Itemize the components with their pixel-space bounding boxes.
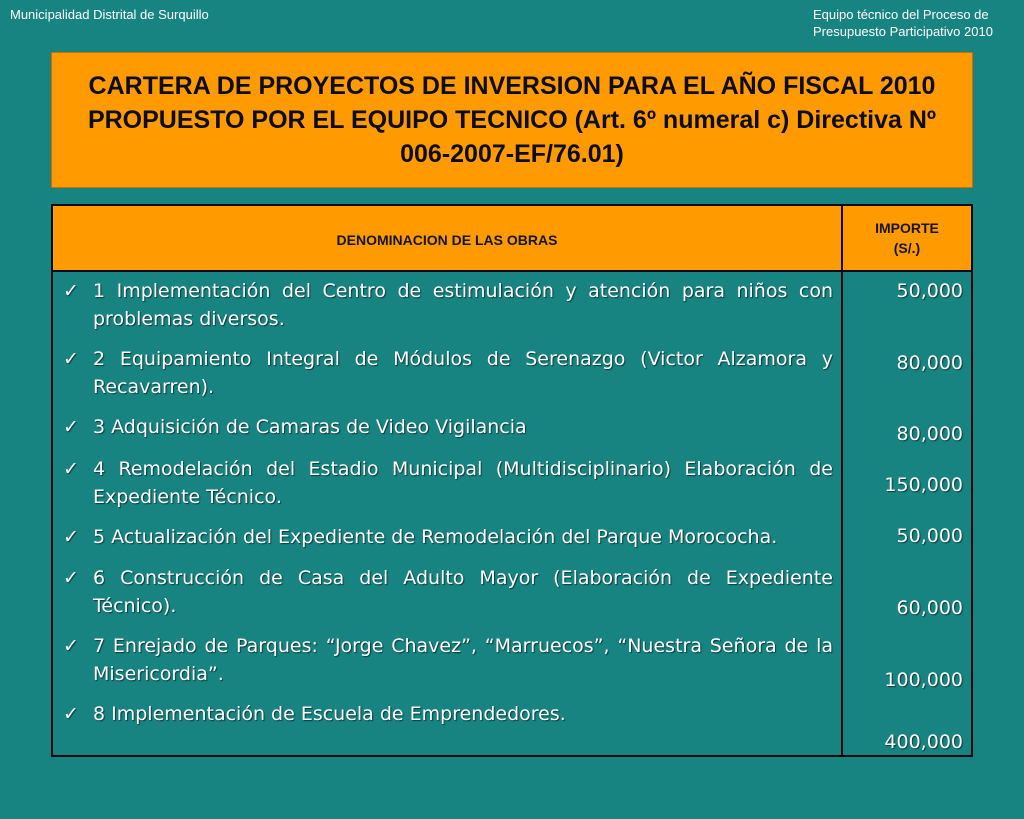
list-item [63,564,833,620]
header-right-text: Equipo técnico del Proceso de Presupuesto Participativo 2010 [813,7,993,39]
list-item [63,277,833,333]
item-text: 6 Construcción de Casa del Adulto Mayor (Elaboración de Expediente Técnico). [93,567,833,617]
amount-value: 100,000 [884,669,963,691]
checkmark-icon: ✓ [63,635,79,657]
column-header-name: DENOMINACION DE LAS OBRAS [53,206,843,270]
column-header-amount-line1: IMPORTE [875,220,939,236]
item-text: 3 Adquisición de Camaras de Video Vigilancia [93,416,527,438]
checkmark-icon: ✓ [63,526,79,548]
amount-value: 50,000 [896,280,963,302]
amount-value: 60,000 [896,597,963,619]
item-text: 8 Implementación de Escuela de Emprendedores. [93,703,566,725]
item-text: 1 Implementación del Centro de estimulación y atención para niños con problemas diversos. [93,280,833,330]
checkmark-icon: ✓ [63,458,79,480]
item-text: 5 Actualización del Expediente de Remodelación del Parque Morococha. [93,526,778,548]
list-item [63,455,833,511]
list-item [63,523,833,551]
header-left-text: Municipalidad Distrital de Surquillo [10,7,209,22]
amount-value: 50,000 [896,525,963,547]
amount-value: 150,000 [884,474,963,496]
item-text: 4 Remodelación del Estadio Municipal (Multidisciplinario) Elaboración de Expediente Técnico. [93,458,833,508]
checkmark-icon: ✓ [63,280,79,302]
table-header [53,206,971,272]
list-item [63,413,833,441]
title-banner [51,52,973,188]
amount-value: 80,000 [896,352,963,374]
amount-value: 400,000 [884,731,963,753]
list-item [63,345,833,401]
list-item [63,632,833,688]
column-divider [841,270,843,755]
item-text: 2 Equipamiento Integral de Módulos de Serenazgo (Victor Alzamora y Recavarren). [93,348,833,398]
checkmark-icon: ✓ [63,703,79,725]
projects-table [51,204,973,757]
list-item [63,700,833,728]
amount-value: 80,000 [896,423,963,445]
checkmark-icon: ✓ [63,416,79,438]
checkmark-icon: ✓ [63,567,79,589]
checkmark-icon: ✓ [63,348,79,370]
column-header-amount [843,206,971,270]
page-title: CARTERA DE PROYECTOS DE INVERSION PARA EL AÑO FISCAL 2010 PROPUESTO POR EL EQUIPO TECNICO (Art. 6º numeral c) Directiva Nº 006-2007-EF/76.01) [87,72,937,168]
item-text: 7 Enrejado de Parques: “Jorge Chavez”, “Marruecos”, “Nuestra Señora de la Misericordia”. [93,635,833,685]
column-header-amount-line2: (S/.) [893,240,921,256]
